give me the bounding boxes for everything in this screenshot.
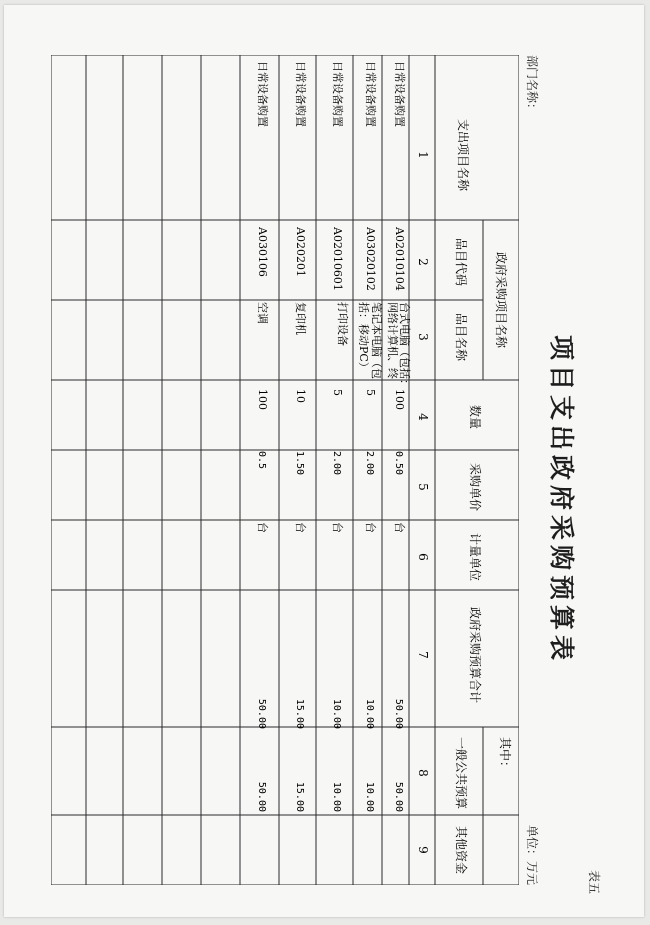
item-cell: 日常设备购置 (256, 61, 269, 127)
code-cell: A030106 (256, 227, 269, 277)
header-item-name: 支出项目名称 (456, 118, 470, 192)
total-cell: 10.00 (331, 698, 342, 729)
item-cell: 日常设备购置 (331, 61, 344, 127)
code-cell: A02010601 (331, 227, 344, 291)
qty-cell: 100 (256, 389, 269, 410)
name-cell-line1: 空调 (256, 302, 269, 324)
price-cell: 0.5 (256, 451, 267, 470)
price-cell: 2.00 (331, 451, 342, 476)
price-cell: 0.50 (393, 451, 404, 476)
header-name: 品目名称 (454, 312, 468, 362)
general-cell: 50.00 (393, 781, 404, 812)
qty-cell: 5 (331, 389, 344, 396)
code-cell: A020201 (294, 227, 307, 277)
col-number-3: 3 (416, 333, 430, 341)
header-qty: 数量 (468, 404, 482, 430)
total-cell: 15.00 (294, 698, 305, 729)
unit-cell: 台 (331, 522, 344, 533)
general-cell: 10.00 (364, 781, 375, 812)
name-cell-line1: 打印设备 (336, 302, 349, 346)
col-number-9: 9 (416, 846, 430, 854)
col-number-1: 1 (416, 151, 430, 159)
col-number-7: 7 (416, 651, 430, 659)
table-row (256, 61, 270, 812)
table-number: 表五 (587, 870, 601, 895)
unit-cell: 台 (294, 522, 307, 533)
name-cell-line1: 复印机 (294, 302, 307, 335)
col-number-2: 2 (416, 258, 430, 266)
item-cell: 日常设备购置 (364, 61, 377, 127)
table-row (386, 61, 412, 812)
header-total: 政府采购预算合计 (468, 606, 482, 704)
col-number-6: 6 (416, 553, 430, 561)
header-of-which: 其中： (498, 737, 512, 774)
qty-cell: 5 (364, 389, 377, 396)
qty-cell: 100 (393, 389, 406, 410)
table-row (294, 61, 308, 812)
budget-table (51, 55, 519, 885)
code-cell: A03020102 (364, 227, 377, 291)
department-label: 部门名称： (525, 55, 539, 116)
rotated-page (19, 15, 644, 915)
unit-cell: 台 (364, 522, 377, 533)
header-unit: 计量单位 (468, 532, 482, 582)
table-row (357, 61, 384, 812)
header-gov-project: 政府采购项目名称 (494, 251, 508, 349)
general-cell: 50.00 (256, 781, 267, 812)
unit-cell: 台 (393, 522, 406, 533)
table-grid-lines (51, 55, 519, 885)
page-title: 项目支出政府采购预算表 (547, 335, 576, 666)
general-cell: 10.00 (331, 781, 342, 812)
header-price: 采购单价 (468, 462, 482, 512)
col-number-4: 4 (416, 413, 430, 421)
price-cell: 1.50 (294, 451, 305, 476)
paper-sheet (4, 5, 644, 917)
name-cell-line1: 台式电脑（包括： (398, 302, 411, 390)
name-cell-line2: 括：移动PC） (357, 302, 370, 373)
header-general: 一般公共预算 (454, 736, 468, 810)
unit-cell: 台 (256, 522, 269, 533)
header-code: 品目代码 (454, 237, 468, 287)
code-cell: A02010104 (393, 227, 406, 291)
name-cell-line2: 网络计算机、终 (386, 302, 399, 379)
total-cell: 50.00 (256, 698, 267, 729)
total-cell: 50.00 (393, 698, 404, 729)
column-number-row (416, 151, 430, 854)
col-number-8: 8 (416, 769, 430, 777)
total-cell: 10.00 (364, 698, 375, 729)
qty-cell: 10 (294, 389, 307, 403)
header-other: 其他资金 (454, 825, 468, 875)
price-cell: 2.00 (364, 451, 375, 476)
unit-label: 单位：万元 (525, 825, 539, 886)
item-cell: 日常设备购置 (294, 61, 307, 127)
col-number-5: 5 (416, 483, 430, 491)
general-cell: 15.00 (294, 781, 305, 812)
table-row (331, 61, 350, 812)
item-cell: 日常设备购置 (393, 61, 406, 127)
name-cell-line1: 笔记本电脑（包 (370, 302, 383, 379)
